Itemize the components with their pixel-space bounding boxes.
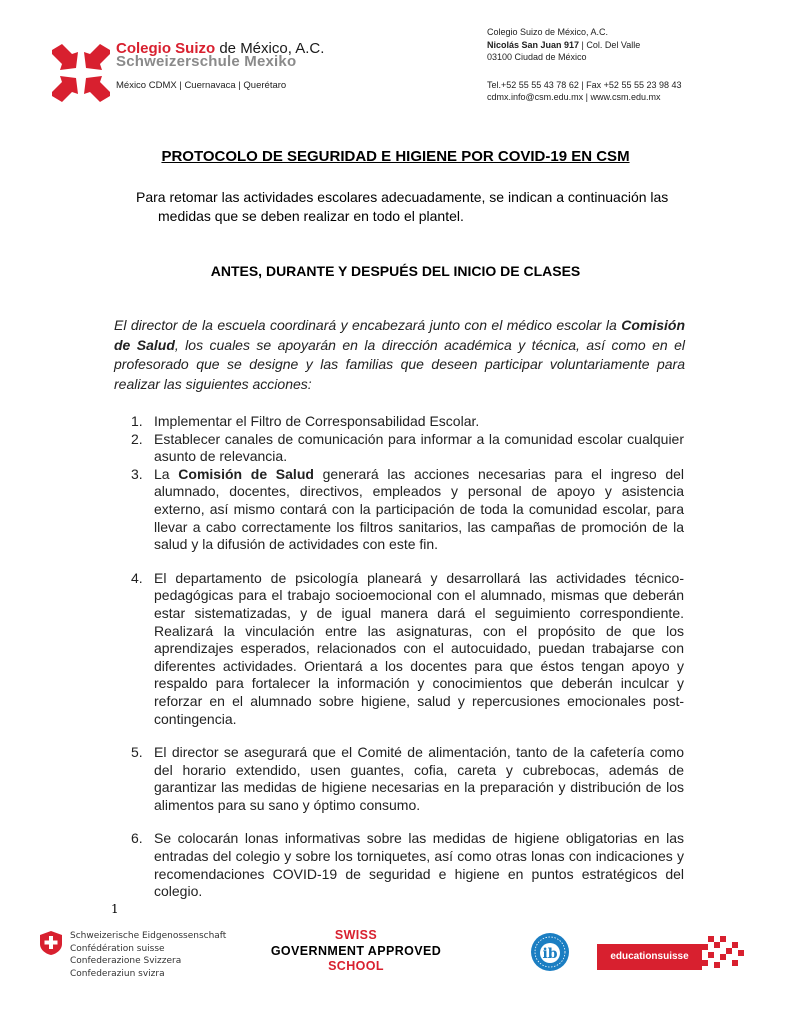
list-item-text: Establecer canales de comunicación para informar a la comunidad escolar cualquier asunto de relevancia. [154,430,684,465]
contact-web: cdmx.info@csm.edu.mx | www.csm.edu.mx [487,92,661,102]
list-item [131,570,684,728]
list-item [131,830,684,900]
action-list [131,413,684,901]
list-item-number: 2. [131,430,143,447]
lead-paragraph [114,316,685,394]
list-item [131,431,684,466]
contact-address [487,39,682,52]
contact-address-colonia: | Col. Del Valle [579,39,641,50]
contact-city: 03100 Ciudad de México [487,52,587,62]
contact-address-street: Nicolás San Juan 917 [487,39,580,50]
ib-logo-icon [530,932,570,972]
swiss-line-de: Schweizerische Eidgenossenschaft [70,931,227,941]
document-title: PROTOCOLO DE SEGURIDAD E HIGIENE POR COVID-19 EN CSM [161,148,630,165]
school-name-german: Schweizerschule Mexiko [116,53,297,70]
section-title: ANTES, DURANTE Y DESPUÉS DEL INICIO DE CLASES [210,263,581,279]
educationsuisse-squares-icon [702,934,747,974]
intro-paragraph [136,188,696,226]
list-item [131,744,684,814]
swiss-flag-icon [38,930,64,956]
list-item-number: 5. [131,744,143,761]
swiss-line-rm: Confederaziun svizra [70,968,165,979]
swiss-line-fr: Confédération suisse [70,943,165,954]
swiss-line-it: Confederazione Svizzera [70,956,182,966]
educationsuisse-label: educationsuisse [597,944,702,970]
list-item-text: Se colocarán lonas informativas sobre las medidas de higiene obligatorias en las entradas del colegio y sobre los torniquetes, así como otras lonas con indicaciones y recomendaciones COVID-19 de seguridad e higiene en puntos estratégicos del colegio. [154,830,684,900]
school-name-red: Colegio Suizo [116,40,216,57]
intro-line-1: Para retomar las actividades escolares adecuadamente, se indican a continuación las [136,189,669,205]
list-item-text: Implementar el Filtro de Corresponsabilidad Escolar. [154,413,480,429]
list-item-text: El director se asegurará que el Comité de alimentación, tanto de la cafetería como del horario extendido, usen guantes, cofia, careta y cubrebocas, además de garantizar las medidas de higiene necesarias en la preparación y distribución de los alimentos para su sano y óptimo consumo. [154,744,684,813]
contact-phone: Tel.+52 55 55 43 78 62 | Fax +52 55 55 23 98 43 [487,79,682,90]
contact-org: Colegio Suizo de México, A.C. [487,27,609,37]
list-item-number: 4. [131,569,143,586]
list-item-number: 1. [131,413,143,429]
list-item-text: El departamento de psicología planeará y desarrollará las actividades técnico-pedagógicas para el trabajo socioemocional con el alumnado, mismas que deberán estar sistematizadas, y de igual manera dará el seguimiento correspondiente. Realizará la vinculación entre las asignaturas, con el propósito de que los aprendizajes esperados, relacionados con el autocuidado, puedan trabajarse con diferentes actividades. Orientará a los docentes para que éstos tengan apoyo y respaldo para fortalecer la información y conocimientos que deberán inculcar y reforzar en el alumnado sobre higiene, salud y repercusiones emocionales post-contingencia. [154,569,684,727]
intro-line-2: medidas que se deben realizar en todo el plantel. [158,208,464,224]
school-logo-icon [50,42,112,104]
lead-text-1: El director de la escuela coordinará y encabezará junto con el médico escolar la [114,317,622,333]
lead-bold-commission: Comisión de Salud [114,317,685,353]
sgas-school: SCHOOL [328,959,384,973]
list-item-number: 3. [131,465,143,482]
contact-block [487,26,682,104]
sgas-swiss: SWISS [334,928,378,942]
list-item-number: 6. [131,830,143,847]
educationsuisse-logo [597,934,747,974]
sgas-government-approved: GOVERNMENT APPROVED [270,943,442,958]
page-number: 1 [111,902,119,916]
campus-list: México CDMX | Cuernavaca | Querétaro [116,80,287,91]
ib-logo-text: ib [542,946,558,962]
list-item-bold-commission: Comisión de Salud [178,465,314,482]
list-item [131,466,684,554]
list-item [131,413,684,431]
list-item-text: generará las acciones necesarias para el ingreso del alumnado, docentes, directivos, empleados y personal de apoyo y asistencia externo, así mismo contará con la participación de toda la comunidad escolar, para llevar a cabo correctamente los filtros sanitarios, las campañas de promoción de la salud y la difusión de actividades con este fin. [154,465,685,553]
swiss-government-approved-school [256,928,456,975]
swiss-confederation-text [70,930,226,980]
list-item-prefix: La [154,465,179,482]
school-name-rest: de México, A.C. [215,40,325,57]
lead-text-2: , los cuales se apoyarán en la dirección académica y técnica, así como en el profesorado que se designe y las familias que deseen participar voluntariamente para realizar las siguientes acciones: [114,336,685,392]
